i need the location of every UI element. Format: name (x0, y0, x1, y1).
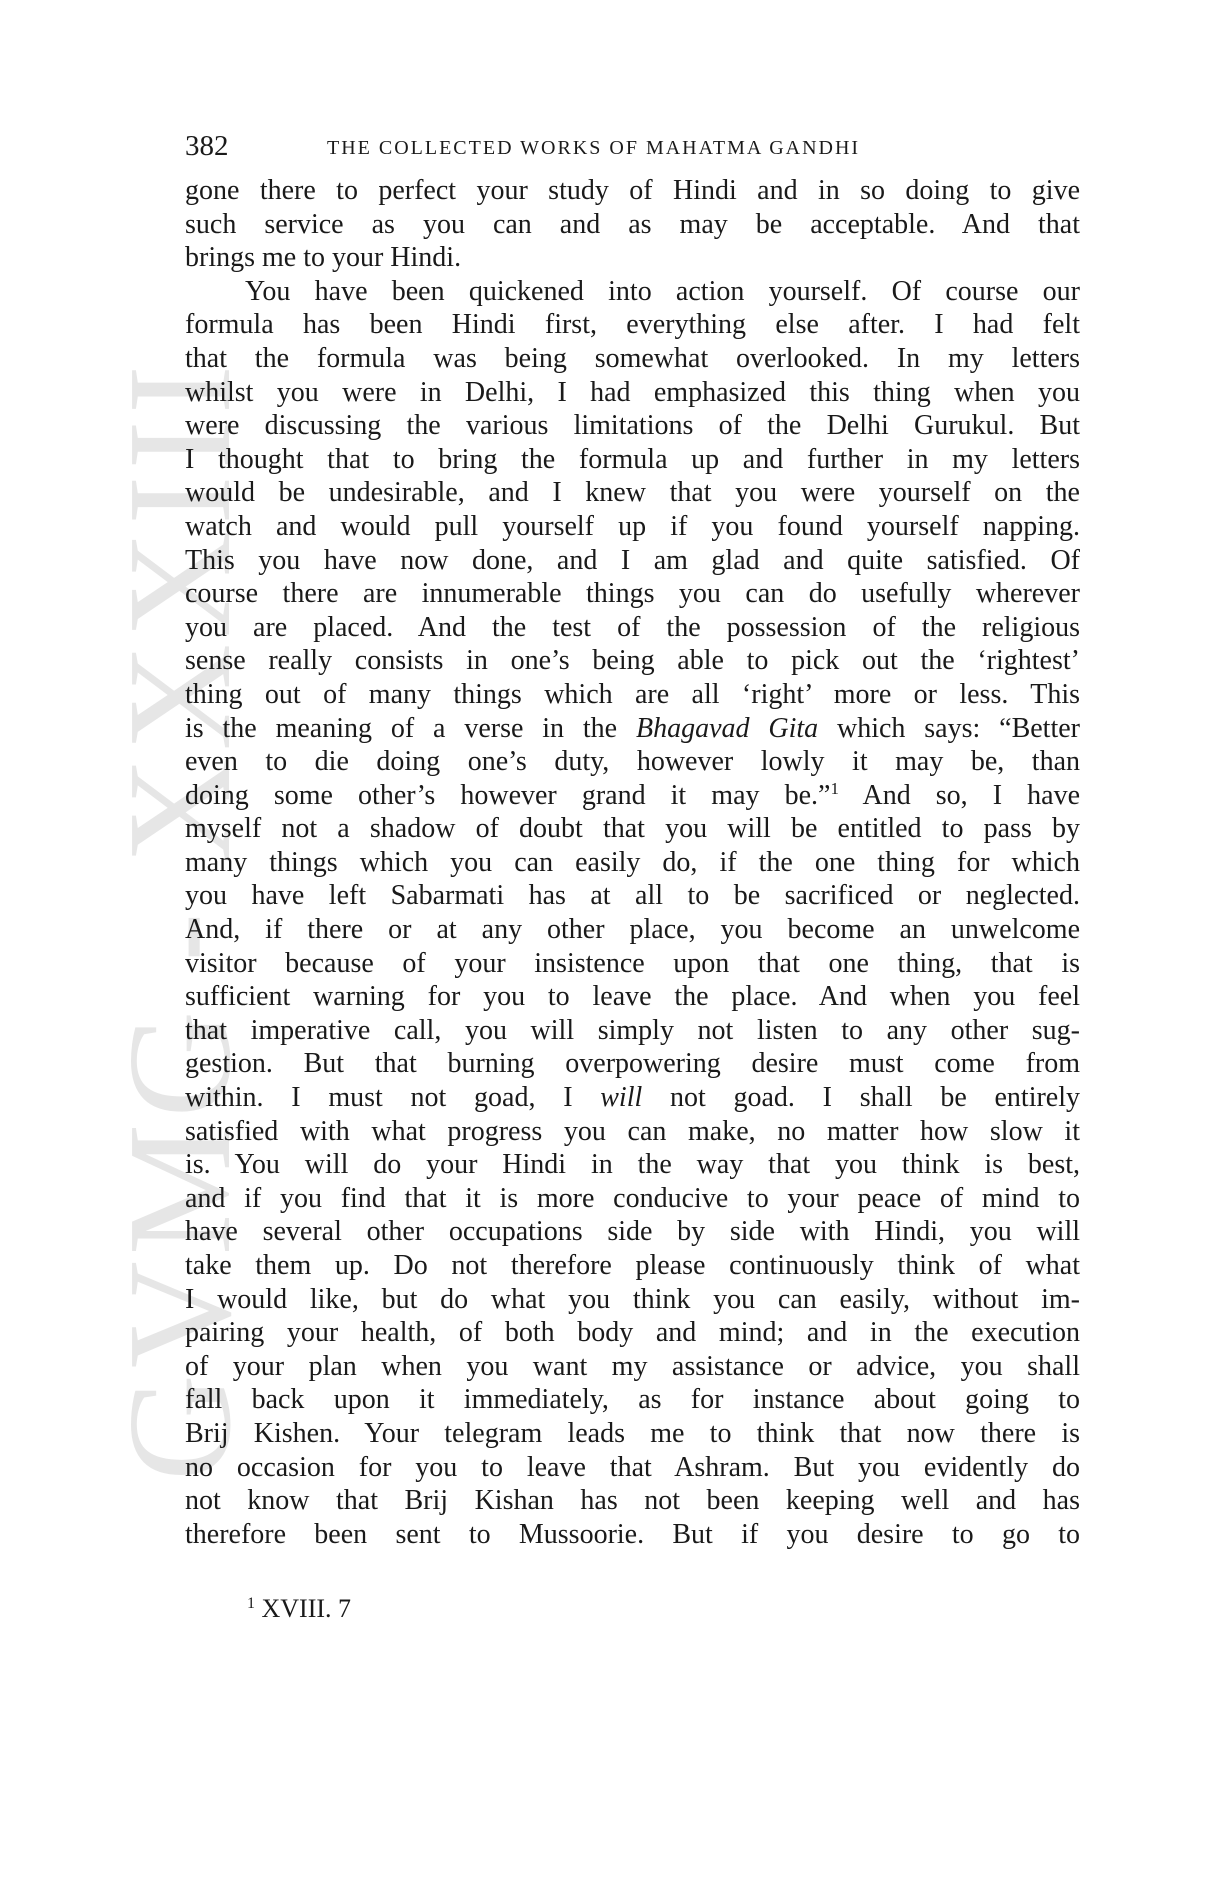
running-head: THE COLLECTED WORKS OF MAHATMA GANDHI (327, 137, 861, 159)
text-line: you are placed. And the test of the possession of the religious (185, 611, 1080, 643)
body-text (185, 174, 1080, 1551)
text-segment: not goad. I shall be entirely (670, 1082, 1080, 1114)
text-line: of your plan when you want my assistance or advice, you shall (185, 1350, 1080, 1382)
text-line: fall back upon it immediately, as for instance about going to (185, 1384, 1080, 1416)
text-segment: which says: “Better (837, 712, 1080, 744)
text-line: brings me to your Hindi. (185, 242, 462, 274)
text-line: take them up. Do not therefore please continuously think of what (185, 1250, 1080, 1281)
text-line: is. You will do your Hindi in the way that you think is best, (185, 1149, 1080, 1181)
text-line: that the formula was being somewhat overlooked. In my letters (185, 342, 1080, 374)
text-line: You have been quickened into action yourself. Of course our (245, 275, 1080, 307)
footnote-text: XVIII. 7 (261, 1594, 352, 1623)
text-line: sufficient warning for you to leave the place. And when you feel (185, 981, 1080, 1013)
text-line: would be undesirable, and I knew that you were yourself on the (185, 477, 1080, 509)
text-line: gestion. But that burning overpowering desire must come from (185, 1048, 1080, 1080)
text-line: myself not a shadow of doubt that you will be entitled to pass by (185, 813, 1080, 845)
text-line: such service as you can and as may be acceptable. And that (185, 208, 1080, 240)
text-line: and if you find that it is more conducive to your peace of mind to (185, 1182, 1080, 1214)
page-number: 382 (185, 130, 229, 162)
text-line: many things which you can easily do, if the one thing for which (185, 846, 1080, 878)
text-line: Brij Kishen. Your telegram leads me to think that now there is (185, 1417, 1080, 1449)
text-line: satisfied with what progress you can make, no matter how slow it (185, 1115, 1080, 1147)
text-line: course there are innumerable things you can do usefully wherever (185, 578, 1080, 610)
text-line (185, 712, 1080, 746)
text-line: no occasion for you to leave that Ashram. But you evidently do (185, 1451, 1080, 1483)
text-segment: doing some other’s however grand it may be.” (185, 779, 831, 811)
text-line: thing out of many things which are all ‘right’ more or less. This (185, 678, 1080, 710)
text-line: whilst you were in Delhi, I had emphasized this thing when you (185, 376, 1080, 408)
text-line: even to die doing one’s duty, however lowly it may be, than (185, 746, 1080, 778)
text-line: therefore been sent to Mussoorie. But if you desire to go to (185, 1518, 1080, 1550)
text-line: visitor because of your insistence upon that one thing, that is (185, 947, 1080, 979)
text-segment: is the meaning of a verse in the (185, 712, 618, 744)
text-line: were discussing the various limitations of the Delhi Gurukul. But (185, 410, 1080, 442)
text-segment: within. I must not goad, I (185, 1082, 573, 1114)
footnote (247, 1593, 351, 1625)
text-line: that imperative call, you will simply not listen to any other sug- (185, 1014, 1080, 1046)
text-line: pairing your health, of both body and mind; and in the execution (185, 1317, 1080, 1349)
text-line: I thought that to bring the formula up and further in my letters (185, 443, 1080, 475)
text-line (185, 1081, 1080, 1115)
text-line: not know that Brij Kishan has not been keeping well and has (185, 1485, 1080, 1517)
text-line: And, if there or at any other place, you become an unwelcome (185, 914, 1080, 946)
emphasis: will (600, 1082, 643, 1114)
footnote-marker: 1 (247, 1595, 255, 1612)
text-line: have several other occupations side by side with Hindi, you will (185, 1216, 1080, 1248)
text-line: I would like, but do what you think you can easily, without im- (185, 1283, 1080, 1315)
text-line: sense really consists in one’s being able to pick out the ‘rightest’ (185, 645, 1080, 677)
text-line: you have left Sabarmati has at all to be sacrificed or neglected. (185, 880, 1080, 912)
text-line: formula has been Hindi first, everything else after. I had felt (185, 309, 1080, 341)
text-line: This you have now done, and I am glad and quite satisfied. Of (185, 544, 1080, 576)
text-segment: And so, I have (862, 779, 1080, 811)
text-line: gone there to perfect your study of Hindi and in so doing to give (185, 175, 1080, 206)
text-line (185, 779, 1080, 813)
watermark-text: GVMG - XXXIII (98, 358, 262, 1482)
book-title: Bhagavad Gita (635, 712, 819, 744)
footnote-ref: 1 (830, 778, 839, 798)
page-header (185, 128, 1080, 168)
text-line: watch and would pull yourself up if you found yourself napping. (185, 510, 1080, 542)
